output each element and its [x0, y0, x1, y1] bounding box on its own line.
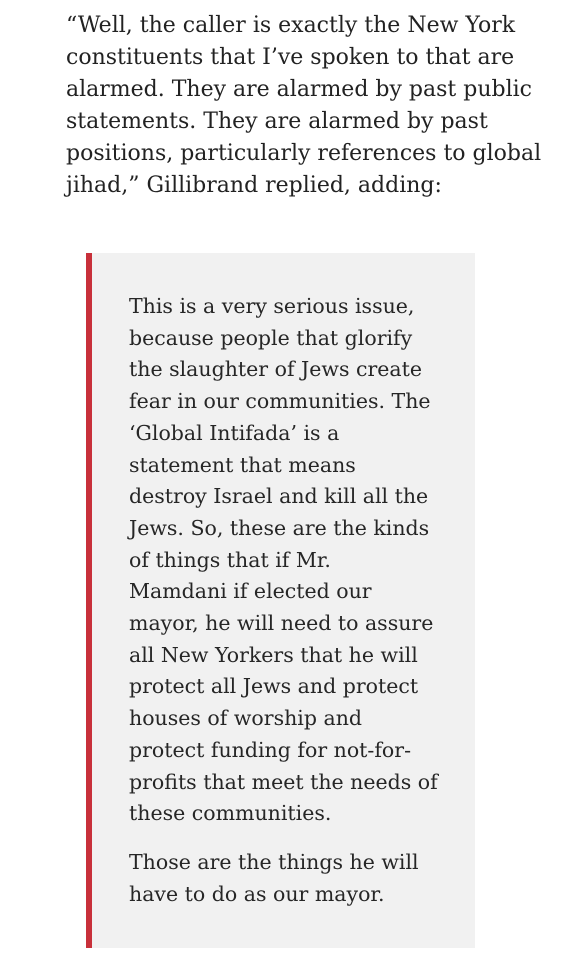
intro-line: statements. They are alarmed by past: [66, 109, 488, 134]
intro-line: “Well, the caller is exactly the New York: [66, 13, 516, 38]
quote-line: statement that means: [129, 452, 356, 477]
blockquote: [86, 253, 475, 948]
quote-line: destroy Israel and kill all the: [129, 484, 429, 509]
quote-line: ‘Global Intifada’ is a: [129, 420, 340, 445]
quote-line: Jews. So, these are the kinds: [129, 515, 430, 540]
quote-line: have to do as our mayor.: [129, 881, 385, 906]
quote-line: houses of worship and: [129, 706, 363, 731]
quote-paragraph-1: [129, 291, 459, 830]
quote-line: the slaughter of Jews create: [129, 357, 422, 382]
quote-line: Mamdani if elected our: [129, 579, 372, 604]
quote-line: mayor, he will need to assure: [129, 611, 434, 636]
quote-line: these communities.: [129, 801, 332, 826]
quote-line: This is a very serious issue,: [129, 294, 415, 318]
quote-line: of things that if Mr.: [129, 547, 331, 572]
intro-line: positions, particularly references to global: [66, 141, 542, 166]
intro-paragraph: [66, 10, 542, 202]
intro-line: constituents that I’ve spoken to that are: [66, 45, 515, 70]
intro-line: jihad,” Gillibrand replied, adding:: [66, 173, 442, 198]
quote-line: protect funding for not-for-: [129, 737, 411, 762]
quote-paragraph-2: [129, 847, 459, 910]
quote-line: fear in our communities. The: [129, 389, 431, 414]
intro-line: alarmed. They are alarmed by past public: [66, 77, 532, 102]
quote-line: all New Yorkers that he will: [129, 642, 418, 667]
blockquote-body: [129, 291, 459, 910]
quote-line: protect all Jews and protect: [129, 674, 419, 699]
quote-line: profits that meet the needs of: [129, 769, 438, 794]
quote-line: Those are the things he will: [129, 849, 419, 874]
quote-line: because people that glorify: [129, 325, 413, 350]
